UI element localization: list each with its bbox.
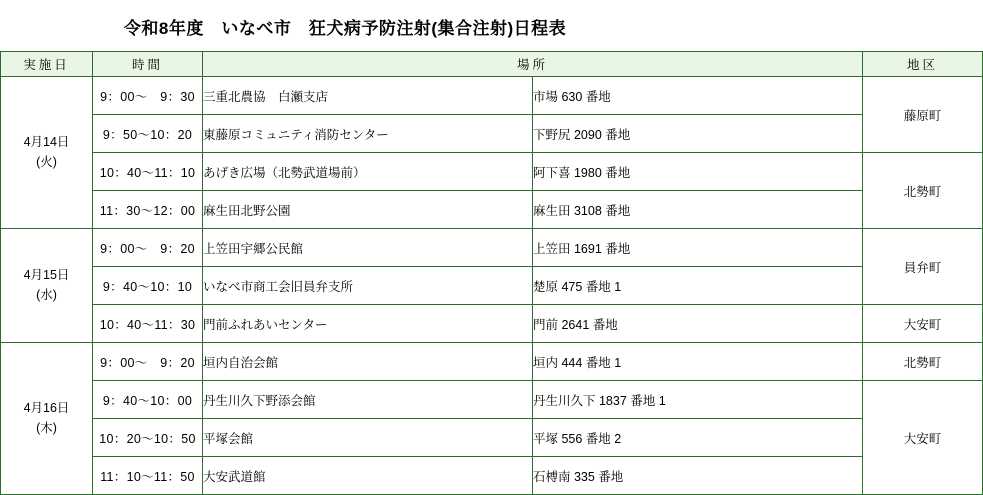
date-line-1: 4月16日: [23, 401, 70, 416]
column-header-time: 時間: [93, 52, 203, 77]
place-cell: 平塚会館: [203, 419, 533, 457]
table-header: [1, 52, 983, 77]
time-cell: 10：40～11：10: [93, 153, 203, 191]
address-cell: 石榑南 335 番地: [533, 457, 863, 495]
address-cell: 平塚 556 番地 2: [533, 419, 863, 457]
vaccination-schedule-table: [0, 51, 983, 495]
date-line-2: (木): [36, 420, 57, 435]
address-cell: 垣内 444 番地 1: [533, 343, 863, 381]
date-line-1: 4月14日: [23, 135, 70, 150]
area-cell: 大安町: [863, 305, 983, 343]
place-cell: 上笠田宇郷公民館: [203, 229, 533, 267]
date-line-1: 4月15日: [23, 268, 70, 283]
time-cell: 11：30～12：00: [93, 191, 203, 229]
column-header-area: 地区: [863, 52, 983, 77]
place-cell: 垣内自治会館: [203, 343, 533, 381]
place-cell: 麻生田北野公園: [203, 191, 533, 229]
column-header-date: 実施日: [1, 52, 93, 77]
date-cell: [1, 77, 93, 229]
table-row: [1, 267, 983, 305]
date-line-2: (火): [36, 154, 57, 169]
place-cell: 門前ふれあいセンター: [203, 305, 533, 343]
area-cell: 大安町: [863, 381, 983, 495]
table-row: [1, 305, 983, 343]
table-row: [1, 229, 983, 267]
table-header-row: [1, 52, 983, 77]
area-cell: 員弁町: [863, 229, 983, 305]
table-row: [1, 153, 983, 191]
place-cell: 大安武道館: [203, 457, 533, 495]
area-cell: 北勢町: [863, 343, 983, 381]
table-row: [1, 115, 983, 153]
place-cell: いなべ市商工会旧員弁支所: [203, 267, 533, 305]
area-cell: 北勢町: [863, 153, 983, 229]
address-cell: 楚原 475 番地 1: [533, 267, 863, 305]
time-cell: 9：50～10：20: [93, 115, 203, 153]
time-cell: 9：00～ 9：30: [93, 77, 203, 115]
place-cell: 東藤原コミュニティ消防センター: [203, 115, 533, 153]
address-cell: 麻生田 3108 番地: [533, 191, 863, 229]
address-cell: 阿下喜 1980 番地: [533, 153, 863, 191]
column-header-place: 場所: [203, 52, 863, 77]
table-row: [1, 381, 983, 419]
table-row: [1, 191, 983, 229]
area-cell: 藤原町: [863, 77, 983, 153]
time-cell: 9：40～10：10: [93, 267, 203, 305]
table-row: [1, 419, 983, 457]
time-cell: 11：10～11：50: [93, 457, 203, 495]
place-cell: 三重北農協 白瀬支店: [203, 77, 533, 115]
address-cell: 下野尻 2090 番地: [533, 115, 863, 153]
date-line-2: (水): [36, 287, 57, 302]
table-row: [1, 457, 983, 495]
date-cell: [1, 343, 93, 495]
table-row: [1, 77, 983, 115]
address-cell: 市場 630 番地: [533, 77, 863, 115]
table-body: [1, 77, 983, 495]
address-cell: 上笠田 1691 番地: [533, 229, 863, 267]
time-cell: 10：20～10：50: [93, 419, 203, 457]
time-cell: 9：40～10：00: [93, 381, 203, 419]
place-cell: あげき広場（北勢武道場前）: [203, 153, 533, 191]
time-cell: 10：40～11：30: [93, 305, 203, 343]
page-title: 令和8年度 いなべ市 狂犬病予防注射(集合注射)日程表: [123, 19, 567, 38]
place-cell: 丹生川久下野添会館: [203, 381, 533, 419]
time-cell: 9：00～ 9：20: [93, 343, 203, 381]
address-cell: 丹生川久下 1837 番地 1: [533, 381, 863, 419]
address-cell: 門前 2641 番地: [533, 305, 863, 343]
table-row: [1, 343, 983, 381]
date-cell: [1, 229, 93, 343]
time-cell: 9：00～ 9：20: [93, 229, 203, 267]
